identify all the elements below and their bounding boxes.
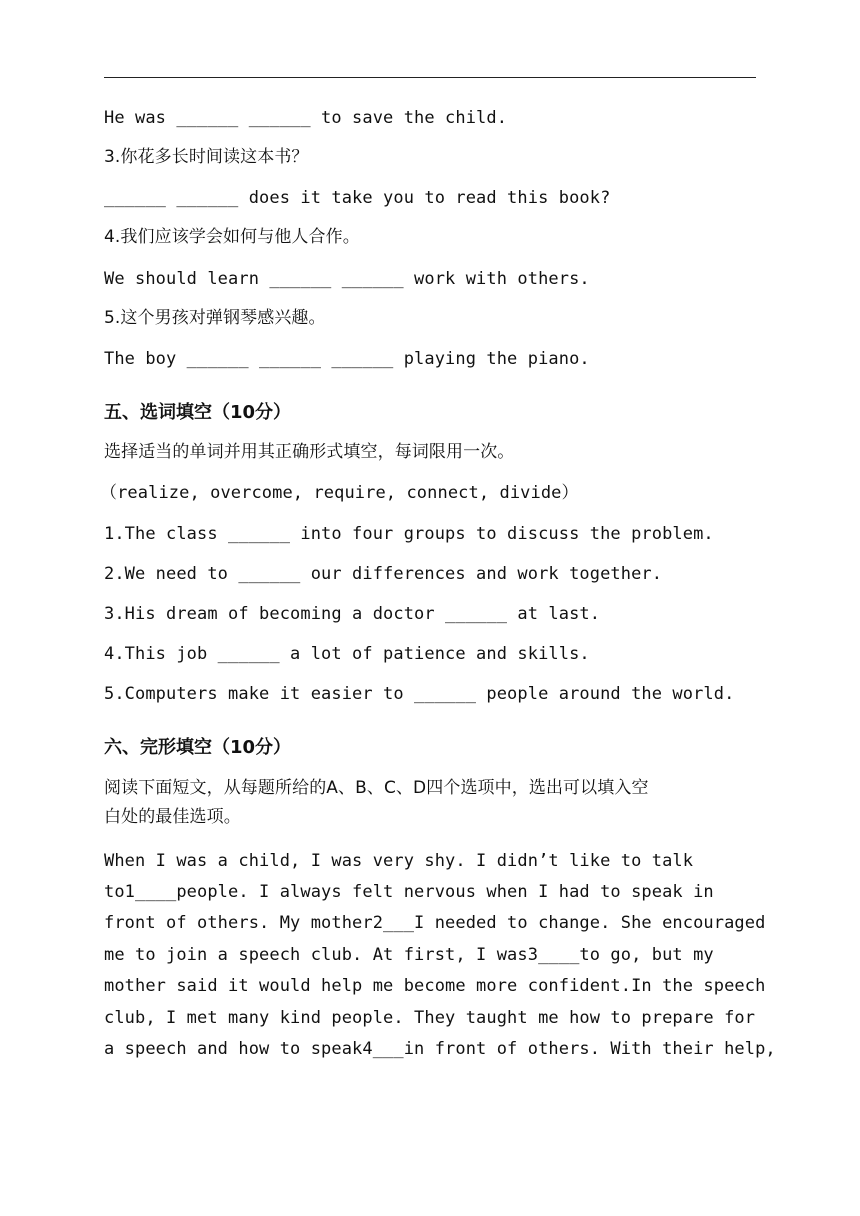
fill-item-1: 1.The class ______ into four groups to discuss the problem. — [104, 524, 714, 544]
passage-line-6: club, I met many kind people. They taught me how to prepare for — [104, 1008, 756, 1028]
translation-prompt-3: 3.你花多长时间读这本书？ — [104, 147, 309, 167]
translation-answer-line-2: He was ______ ______ to save the child. — [104, 108, 508, 128]
section-5-heading: 五、选词填空（10分） — [104, 402, 292, 423]
translation-answer-line-5: The boy ______ ______ ______ playing the piano. — [104, 349, 590, 369]
translation-prompt-4: 4.我们应该学会如何与他人合作。 — [104, 227, 360, 247]
fill-item-5: 5.Computers make it easier to ______ people around the world. — [104, 684, 735, 704]
section-6-instruction-line-2: 白处的最佳选项。 — [104, 807, 241, 827]
fill-item-4: 4.This job ______ a lot of patience and skills. — [104, 644, 590, 664]
section-5-instruction: 选择适当的单词并用其正确形式填空，每词限用一次。 — [104, 442, 515, 462]
translation-answer-line-4: We should learn ______ ______ work with others. — [104, 269, 590, 289]
passage-line-7: a speech and how to speak4___in front of others. With their help, — [104, 1039, 776, 1059]
fill-item-2: 2.We need to ______ our differences and work together. — [104, 564, 663, 584]
fill-item-3: 3.His dream of becoming a doctor ______ at last. — [104, 604, 601, 624]
header-rule — [104, 77, 756, 78]
section-6-instruction-line-1: 阅读下面短文，从每题所给的A、B、C、D四个选项中，选出可以填入空 — [104, 778, 649, 798]
passage-line-3: front of others. My mother2___I needed to change. She encouraged — [104, 913, 766, 933]
section-6-heading: 六、完形填空（10分） — [104, 737, 292, 758]
passage-line-5: mother said it would help me become more confident.In the speech — [104, 976, 766, 996]
passage-line-1: When I was a child, I was very shy. I didn’t like to talk — [104, 851, 694, 871]
word-bank: （realize, overcome, require, connect, divide） — [100, 483, 579, 503]
translation-answer-line-3: ______ ______ does it take you to read this book? — [104, 188, 611, 208]
passage-line-4: me to join a speech club. At first, I was3____to go, but my — [104, 945, 714, 965]
passage-line-2: to1____people. I always felt nervous when I had to speak in — [104, 882, 714, 902]
translation-prompt-5: 5.这个男孩对弹钢琴感兴趣。 — [104, 308, 326, 328]
